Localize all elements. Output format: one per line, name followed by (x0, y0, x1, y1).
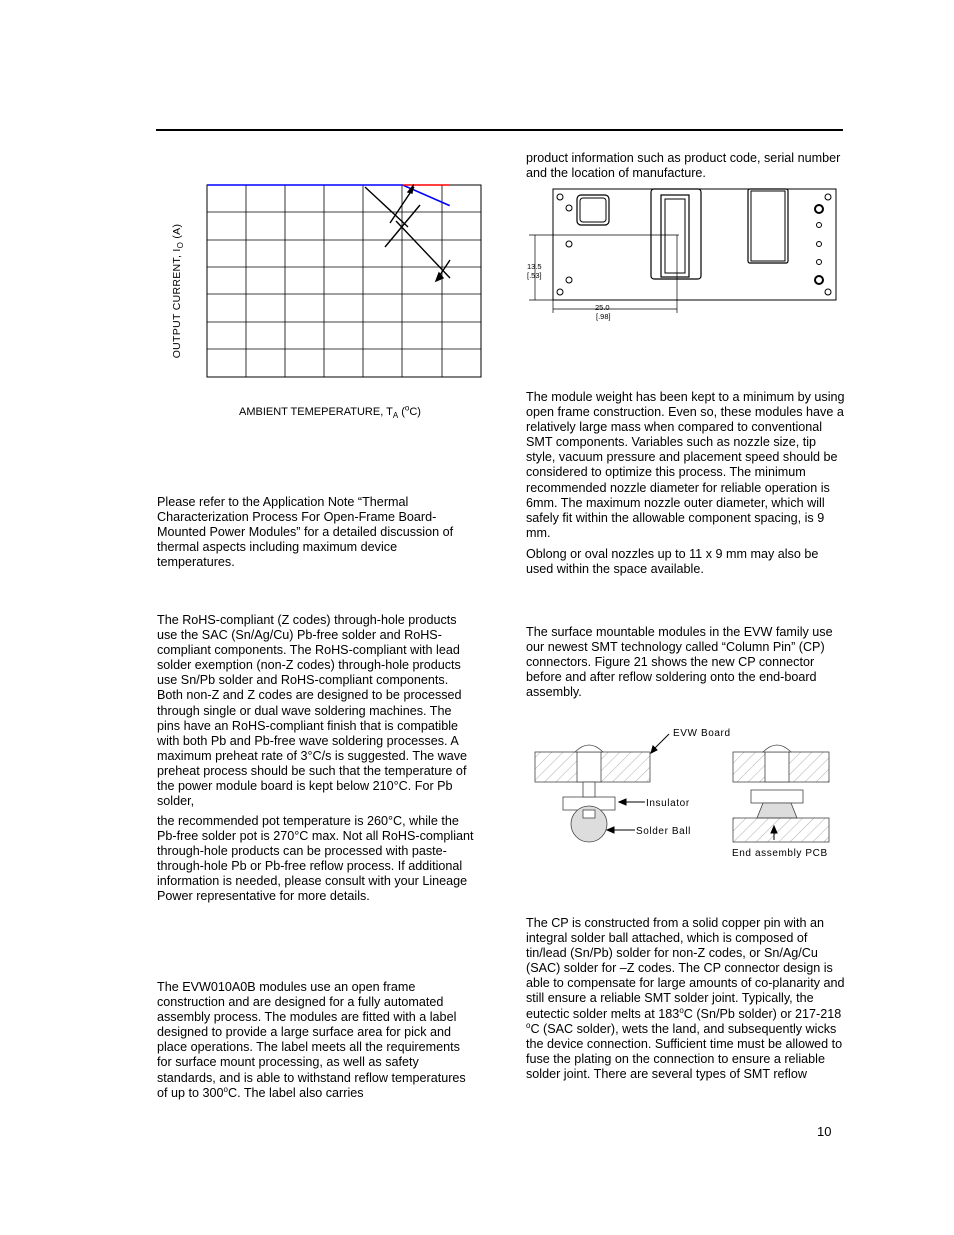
label-insulator: Insulator (646, 798, 690, 809)
chart-y-axis-label: OUTPUT CURRENT, $I_O$ (A) (171, 223, 186, 359)
component-center (651, 189, 701, 279)
module-outline-drawing (525, 185, 845, 325)
dim-height-in: [.53] (527, 271, 542, 280)
rohs-paragraph-2: the recommended pot temperature is 260°C, while the Pb-free solder pot is 270°C max. Not all RoHS-compliant through-hole products can be processed with paste-through-hole Pb or Pb-free reflow process. If additional information is needed, please consult with your Lineage Power representative for more details. (157, 814, 474, 904)
cp-before (535, 745, 650, 842)
chart-x-axis-label: AMBIENT TEMEPERATURE, $T_A$ ($^o$C) (239, 403, 421, 421)
dim-width-mm: 25.0 (595, 303, 610, 312)
label-evw-board: EVW Board (673, 728, 731, 739)
product-info-paragraph: product information such as product code, serial number and the location of manufacture. (526, 151, 841, 181)
label-solder-ball: Solder Ball (636, 826, 691, 837)
oblong-nozzle-paragraph: Oblong or oval nozzles up to 11 x 9 mm may also be used within the space available. (526, 547, 819, 577)
module-weight-paragraph: The module weight has been kept to a minimum by using open frame construction. Even so, these modules have a relatively large mass when compared to conventional SMT components. Variables such as nozzle size, tip style, vacuum pressure and placement speed should be considered to optimize this process. The minimum recommended nozzle diameter for reliable operation is 6mm. The maximum nozzle outer diameter, which will safely fit within the allowable component spacing, is 9 mm. (526, 390, 845, 540)
dim-width-in: [.98] (596, 312, 611, 321)
column-pin-paragraph: The CP is constructed from a solid copper pin with an integral solder ball attached, which is composed of tin/lead (Sn/Pb) solder for non-Z codes, or Sn/Ag/Cu (SAC) solder for –Z codes. The CP connector design is able to compensate for large amounts of co-planarity and still ensure a reliable SMT solder joint. Typically, the eutectic solder melts at 183$^o$C (Sn/Pb solder) or 217-218 $^o$C (SAC solder), wets the land, and subsequently wicks the device connection. Sufficient time must be allowed to fuse the plating on the connection to ensure a reliable solder joint. There are several types of SMT reflow (526, 916, 845, 1081)
arrow-1 (365, 187, 408, 227)
page-number: 10 (817, 1124, 832, 1139)
component-left (577, 195, 609, 225)
header-rule (156, 129, 843, 131)
surface-mount-paragraph: The surface mountable modules in the EVW family use our newest SMT technology called “Column Pin” (CP) connectors. Figure 21 shows the new CP connector before and after reflow soldering onto the end-board assembly. (526, 625, 833, 700)
component-right (748, 189, 788, 263)
thermal-paragraph: Please refer to the Application Note “Thermal Characterization Process For Open-Frame Board-Mounted Power Modules” for a detailed discussion of thermal aspects including maximum device temperatures. (157, 495, 454, 570)
derating-chart (160, 175, 490, 385)
dim-height-mm: 13.5 (527, 262, 542, 271)
evw-paragraph: The EVW010A0B modules use an open frame construction and are designed for a fully automated assembly process. The modules are fitted with a label designed to provide a large surface area for pick and place operations. The label meets all the requirements for surface mount processing, as well as safety standards, and is able to withstand reflow temperatures of up to 300$^o$C. The label also carries (157, 980, 466, 1100)
chart-grid (207, 185, 481, 377)
cp-after (733, 745, 829, 842)
label-end-pcb: End assembly PCB (732, 848, 828, 859)
column-pin-figure (525, 722, 845, 862)
rohs-paragraph-1: The RoHS-compliant (Z codes) through-hole products use the SAC (Sn/Ag/Cu) Pb-free solder and RoHS-compliant components. The RoHS-compliant with lead solder exemption (non-Z codes) through-hole products use Sn/Pb solder and RoHS-compliant components. Both non-Z and Z codes are designed to be processed through single or dual wave soldering machines. The pins have an RoHS-compliant finish that is compatible with both Pb and Pb-free wave soldering processes. A maximum preheat rate of 3°C/s is suggested. The wave preheat process should be such that the temperature of the power module board is kept below 210°C. For Pb solder, (157, 613, 467, 809)
board-outline (553, 189, 836, 300)
